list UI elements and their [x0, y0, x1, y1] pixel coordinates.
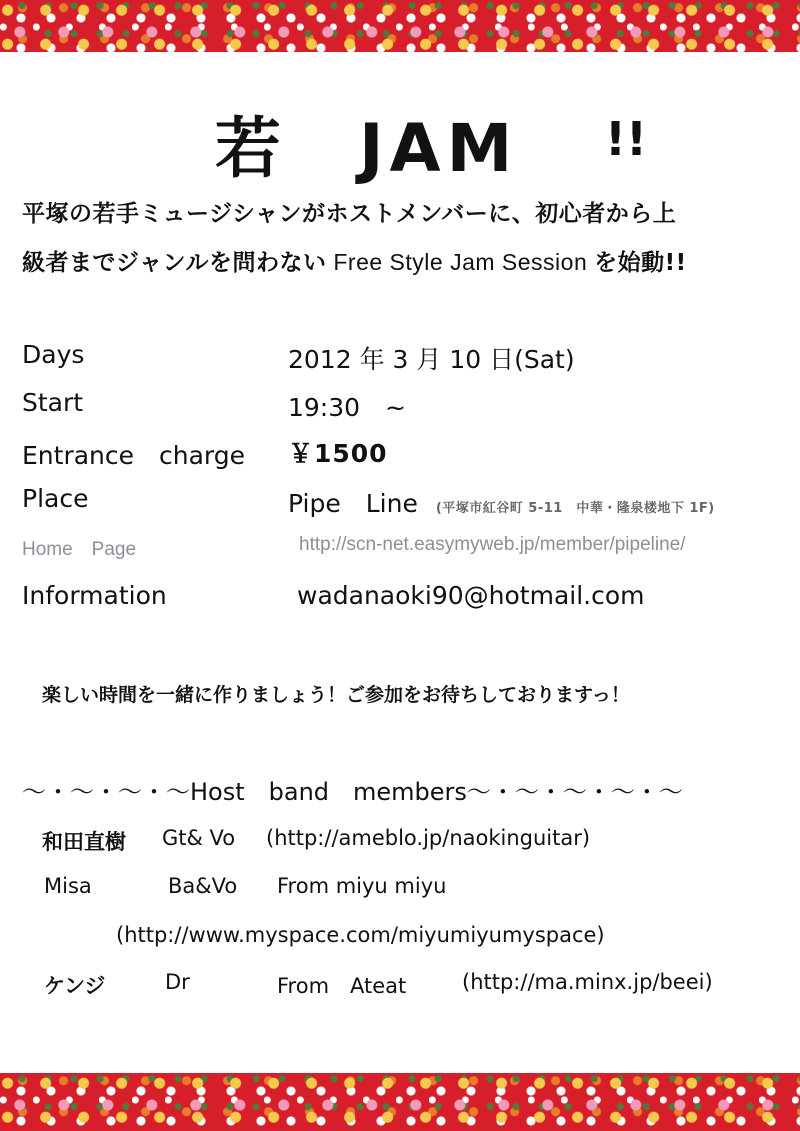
flyer-title: 若 JAM [215, 110, 519, 187]
days-value: 2012 年 3 月 10 日(Sat) [288, 345, 575, 374]
days-label: Days [22, 340, 85, 369]
intro-line-2-jp: 級者までジャンルを問わない [22, 250, 327, 276]
intro-line-2-en: Free Style Jam Session [326, 249, 595, 275]
intro-line-2-end: を始動!! [594, 250, 687, 276]
member-name-kenji: ケンジ [44, 974, 106, 998]
member-name-wada: 和田直樹 [42, 830, 126, 854]
information-email[interactable]: wadanaoki90@hotmail.com [297, 581, 645, 610]
place-value [288, 484, 715, 520]
member-link-kenji[interactable]: (http://ma.minx.jp/beei) [462, 970, 713, 994]
intro-line-2 [22, 244, 687, 277]
entrance-label: Entrance charge [22, 441, 246, 470]
entrance-value: ￥1500 [288, 439, 388, 468]
information-label: Information [22, 581, 167, 610]
member-band-kenji: From Ateat [277, 974, 407, 998]
floral-border-top [0, 0, 800, 52]
intro-line-1: 平塚の若手ミュージシャンがホストメンバーに、初心者から上 [22, 201, 677, 227]
call-to-action: 楽しい時間を一緒に作りましょう！ご参加をお待ちしておりますっ！ [42, 684, 630, 706]
floral-border-bottom [0, 1073, 800, 1131]
member-part-kenji: Dr [165, 970, 190, 994]
members-heading: 〜・〜・〜・〜Host band members〜・〜・〜・〜・〜 [22, 778, 683, 806]
place-label: Place [22, 484, 89, 513]
start-label: Start [22, 388, 84, 417]
start-value: 19:30 ~ [288, 393, 406, 422]
place-name: Pipe Line [288, 489, 418, 518]
member-link-wada[interactable]: (http://ameblo.jp/naokinguitar) [266, 826, 591, 850]
homepage-link[interactable]: http://scn-net.easymyweb.jp/member/pipeline/ [299, 534, 686, 555]
place-address: (平塚市紅谷町 5-11 中華・隆泉楼地下 1F) [435, 501, 715, 516]
homepage-label: Home Page [22, 539, 137, 560]
member-link-misa[interactable]: (http://www.myspace.com/miyumiyumyspace) [116, 923, 605, 947]
member-part-wada: Gt& Vo [162, 826, 236, 850]
member-part-misa: Ba&Vo [168, 874, 238, 898]
title-exclamation: !! [605, 112, 647, 166]
member-name-misa: Misa [44, 874, 92, 898]
member-band-misa: From miyu miyu [277, 874, 447, 898]
